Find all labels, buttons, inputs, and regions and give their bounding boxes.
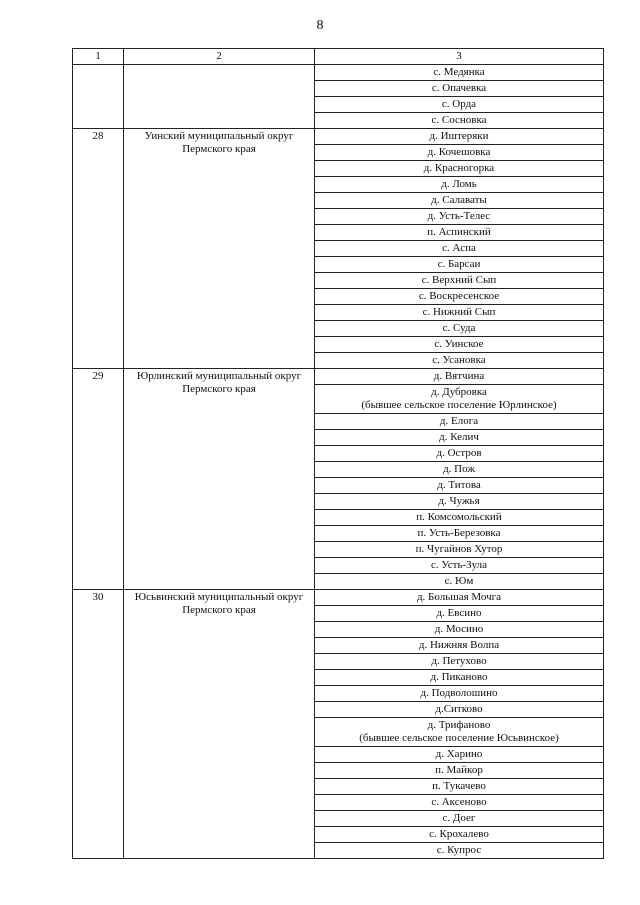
- settlement-name: д. Елога: [315, 414, 604, 430]
- settlement-name: с. Усть-Зула: [315, 558, 604, 574]
- district-number: 30: [73, 590, 124, 859]
- header-col-3: 3: [315, 49, 604, 65]
- settlement-name: п. Тукачево: [315, 779, 604, 795]
- settlement-name: д. Нижняя Волпа: [315, 638, 604, 654]
- settlement-name: с. Усановка: [315, 353, 604, 369]
- district-name: Юрлинский муниципальный округ Пермского края: [124, 369, 315, 590]
- settlement-name: п. Майкор: [315, 763, 604, 779]
- settlement-name: д. Пиканово: [315, 670, 604, 686]
- settlement-name: п. Усть-Березовка: [315, 526, 604, 542]
- settlement-name: д. Иштеряки: [315, 129, 604, 145]
- settlement-name: д. Дубровка (бывшее сельское поселение Юрлинское): [315, 385, 604, 414]
- settlement-name: с. Юм: [315, 574, 604, 590]
- table-row: [73, 369, 604, 385]
- settlement-name: д. Петухово: [315, 654, 604, 670]
- settlement-name: д. Остров: [315, 446, 604, 462]
- district-number: 28: [73, 129, 124, 369]
- settlement-name: с. Орда: [315, 97, 604, 113]
- settlement-name: д. Евсино: [315, 606, 604, 622]
- settlement-name: с. Опачевка: [315, 81, 604, 97]
- district-name: [124, 65, 315, 129]
- settlement-name: п. Комсомольский: [315, 510, 604, 526]
- settlement-name: д. Пож: [315, 462, 604, 478]
- settlement-name: д. Келич: [315, 430, 604, 446]
- table-row: [73, 129, 604, 145]
- settlement-name: д. Харино: [315, 747, 604, 763]
- settlement-name: с. Верхний Сып: [315, 273, 604, 289]
- settlement-name: с. Доег: [315, 811, 604, 827]
- district-number: [73, 65, 124, 129]
- settlement-name: д.Ситково: [315, 702, 604, 718]
- settlement-name: д. Большая Мочга: [315, 590, 604, 606]
- settlement-name: д. Титова: [315, 478, 604, 494]
- settlement-name: с. Барсаи: [315, 257, 604, 273]
- settlement-name: д. Подволошино: [315, 686, 604, 702]
- settlement-name: с. Суда: [315, 321, 604, 337]
- settlement-name: д. Салаваты: [315, 193, 604, 209]
- table-row: [73, 590, 604, 606]
- district-name: Юсьвинский муниципальный округ Пермского края: [124, 590, 315, 859]
- settlement-name: д. Трифаново (бывшее сельское поселение Юсьвинское): [315, 718, 604, 747]
- table-row: [73, 65, 604, 81]
- settlement-name: с. Нижний Сып: [315, 305, 604, 321]
- settlement-name: д. Вятчина: [315, 369, 604, 385]
- settlement-name: с. Крохалево: [315, 827, 604, 843]
- settlement-name: д. Усть-Телес: [315, 209, 604, 225]
- settlement-name: с. Воскресенское: [315, 289, 604, 305]
- district-name: Уинский муниципальный округ Пермского края: [124, 129, 315, 369]
- settlement-name: д. Ломь: [315, 177, 604, 193]
- header-col-1: 1: [73, 49, 124, 65]
- settlement-name: п. Чугайнов Хутор: [315, 542, 604, 558]
- district-number: 29: [73, 369, 124, 590]
- settlement-name: п. Аспинский: [315, 225, 604, 241]
- page-number: 8: [316, 18, 324, 33]
- table-header-row: [73, 49, 604, 65]
- settlement-name: с. Уинское: [315, 337, 604, 353]
- settlement-name: д. Кочешовка: [315, 145, 604, 161]
- header-col-2: 2: [124, 49, 315, 65]
- settlement-name: с. Аспа: [315, 241, 604, 257]
- settlements-table: [72, 48, 604, 859]
- settlement-name: с. Аксеново: [315, 795, 604, 811]
- settlement-name: с. Медянка: [315, 65, 604, 81]
- settlement-name: д. Мосино: [315, 622, 604, 638]
- settlement-name: с. Купрос: [315, 843, 604, 859]
- settlement-name: с. Сосновка: [315, 113, 604, 129]
- settlement-name: д. Чужья: [315, 494, 604, 510]
- settlement-name: д. Красногорка: [315, 161, 604, 177]
